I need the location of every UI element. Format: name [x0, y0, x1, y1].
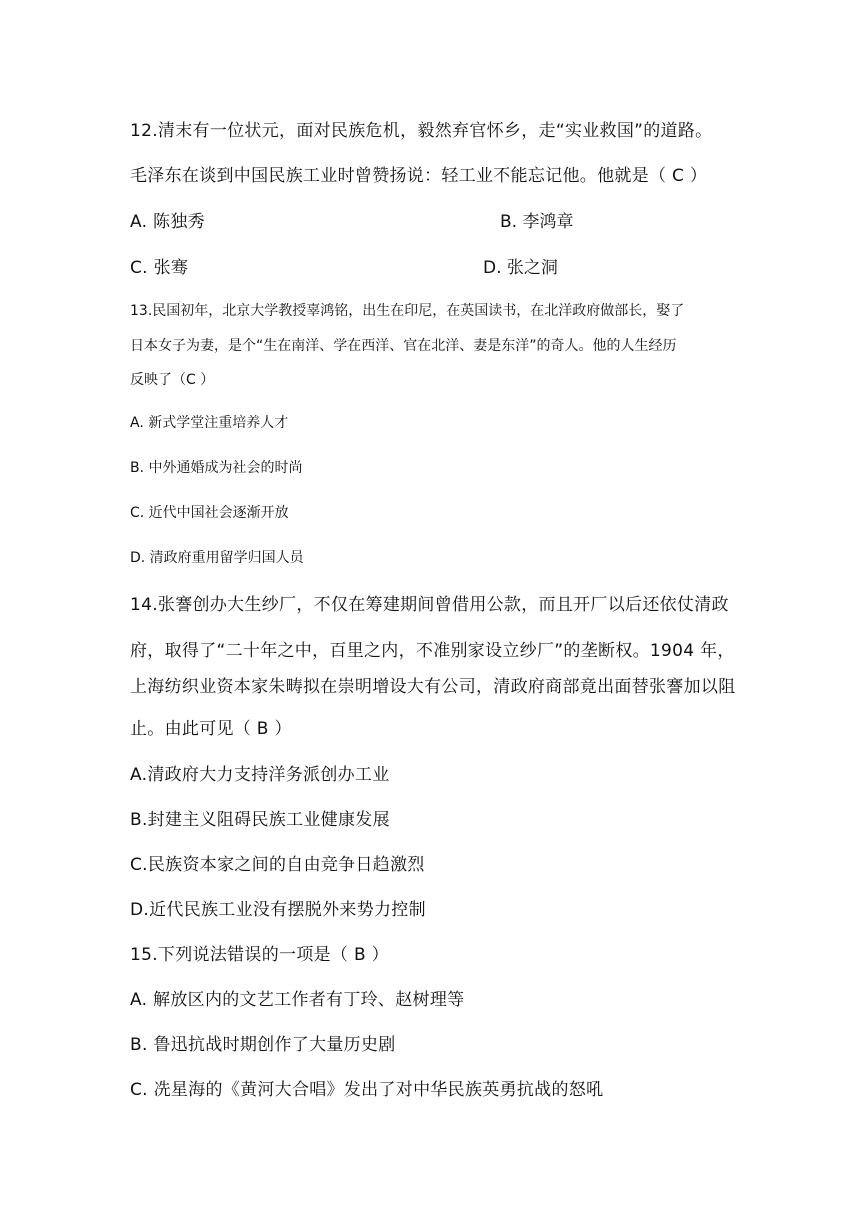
q12-option-d: D. 张之洞 [483, 258, 558, 278]
q13-option-a: A. 新式学堂注重培养人才 [130, 415, 289, 431]
q14-stem-line4: 止。由此可见（ B ） [130, 719, 292, 739]
q14-stem-line1: 14.张謇创办大生纱厂，不仅在筹建期间曾借用公款，而且开厂以后还依仗清政 [130, 595, 729, 615]
q12-option-c: C. 张骞 [130, 258, 189, 278]
q13-stem-line2: 日本女子为妻，是个“生在南洋、学在西洋、官在北洋、妻是东洋”的奇人。他的人生经历 [130, 338, 677, 354]
q13-option-b: B. 中外通婚成为社会的时尚 [130, 460, 303, 476]
q15-option-b: B. 鲁迅抗战时期创作了大量历史剧 [130, 1035, 396, 1055]
q14-option-a: A.清政府大力支持洋务派创办工业 [130, 765, 390, 785]
q12-option-a: A. 陈独秀 [130, 212, 205, 232]
q12-stem-line1: 12.清末有一位状元，面对民族危机，毅然弃官怀乡，走“实业救国”的道路。 [130, 121, 713, 141]
q14-option-d: D.近代民族工业没有摆脱外来势力控制 [130, 900, 426, 920]
q13-option-d: D. 清政府重用留学归国人员 [130, 550, 304, 566]
q13-stem-line3: 反映了（C ） [130, 372, 215, 388]
q15-option-c: C. 冼星海的《黄河大合唱》发出了对中华民族英勇抗战的怒吼 [130, 1080, 604, 1100]
q14-stem-line2: 府，取得了“二十年之中，百里之内，不准别家设立纱厂”的垄断权。1904 年， [130, 641, 735, 661]
q12-stem-line2: 毛泽东在谈到中国民族工业时曾赞扬说：轻工业不能忘记他。他就是（ C ） [130, 166, 708, 186]
q15-stem-line1: 15.下列说法错误的一项是（ B ） [130, 945, 389, 965]
q13-stem-line1: 13.民国初年，北京大学教授辜鸿铭，出生在印尼，在英国读书，在北洋政府做部长，娶了 [130, 303, 685, 319]
q15-option-a: A. 解放区内的文艺工作者有丁玲、赵树理等 [130, 990, 465, 1010]
q12-option-b: B. 李鸿章 [500, 212, 574, 232]
q14-option-b: B.封建主义阻碍民族工业健康发展 [130, 810, 390, 830]
q14-stem-line3: 上海纺织业资本家朱畴拟在崇明增设大有公司，清政府商部竟出面替张謇加以阻 [130, 677, 736, 697]
q14-option-c: C.民族资本家之间的自由竞争日趋激烈 [130, 855, 425, 875]
q13-option-c: C. 近代中国社会逐渐开放 [130, 505, 289, 521]
